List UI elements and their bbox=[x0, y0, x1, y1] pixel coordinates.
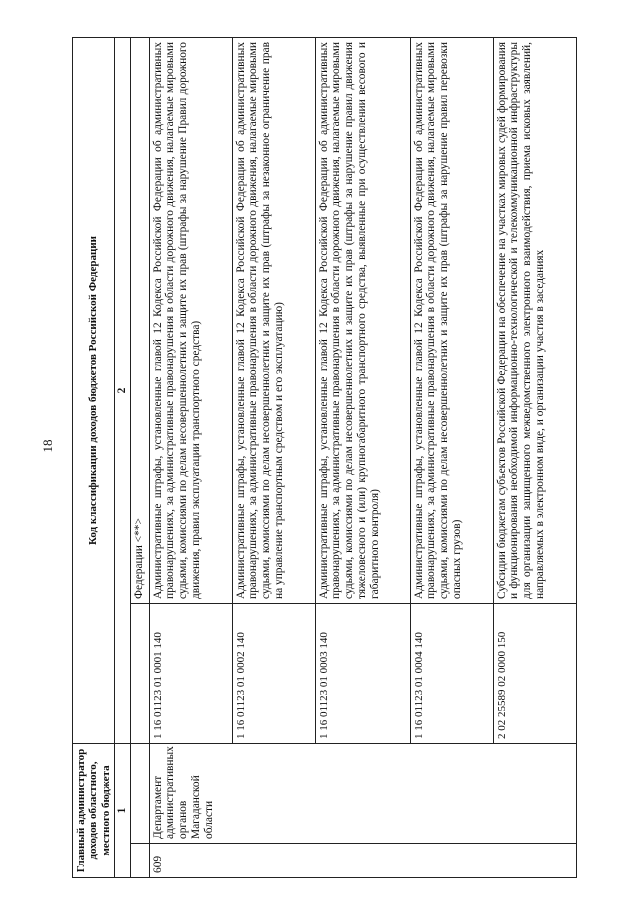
revenue-classification-table bbox=[72, 37, 577, 878]
admin-name-cell: Департамент административных органов Магаданской области bbox=[149, 744, 576, 844]
income-description-cell: Административные штрафы, установленные главой 12 Кодекса Российской Федерации об административных правонарушениях, за административные правонарушения в области дорожного движения, налагаемые мировыми судьями, комиссиями по делам несовершеннолетних и защите их прав (штрафы за нарушение Правил дорожного движения, правил эксплуатации транспортного средства) bbox=[149, 38, 232, 604]
column-number-2: 2 bbox=[114, 38, 130, 744]
income-code-cell: 1 16 01123 01 0002 140 bbox=[232, 604, 315, 744]
income-description-cell: Административные штрафы, установленные главой 12 Кодекса Российской Федерации об административных правонарушениях, за административные правонарушения в области дорожного движения, налагаемые мировыми судьями, комиссиями по делам несовершеннолетних и защите их прав (штрафы за нарушение правил перевозки опасных грузов) bbox=[410, 38, 493, 604]
cell-empty bbox=[130, 744, 149, 844]
rotated-table-sheet bbox=[72, 38, 620, 878]
header-classification-group: Код классификации доходов бюджетов Российской Федерации bbox=[73, 38, 115, 744]
income-description-cell: Административные штрафы, установленные главой 12 Кодекса Российской Федерации об административных правонарушениях, за административные правонарушения в области дорожного движения, налагаемые мировыми судьями, комиссиями по делам несовершеннолетних и защите их прав (штрафы за незаконное ограничение прав на управление транспортным средством и его эксплуатацию) bbox=[232, 38, 315, 604]
header-admin-group: Главный администратор доходов областного, местного бюджета bbox=[73, 744, 115, 878]
continuation-row bbox=[130, 38, 149, 878]
column-number-row bbox=[114, 38, 130, 878]
page-number: 18 bbox=[40, 439, 55, 453]
cell-empty bbox=[130, 844, 149, 878]
income-code-cell: 2 02 25589 02 0000 150 bbox=[493, 604, 576, 744]
cell-empty bbox=[130, 604, 149, 744]
income-description-cell: Субсидии бюджетам субъектов Российской Федерации на обеспечение на участках мировых судей формирования и функционирования необходимой информационно-технологической и телекоммуникационной инфраструктуры для организации защищенного межведомственного электронного взаимодействия, приема исковых заявлений, направляемых в электронном виде, и организации участия в заседаниях bbox=[493, 38, 576, 604]
income-description-cell: Административные штрафы, установленные главой 12 Кодекса Российской Федерации об административных правонарушениях, за административные правонарушения в области дорожного движения, налагаемые мировыми судьями, комиссиями по делам несовершеннолетних и защите их прав (штрафы за нарушение правил движения тяжеловесного и (или) крупногабаритного транспортного средства, выявленные при осуществлении весового и габаритного контроля) bbox=[315, 38, 410, 604]
table-row bbox=[149, 38, 232, 878]
continuation-text: Федерации <**> bbox=[130, 38, 149, 604]
income-code-cell: 1 16 01123 01 0001 140 bbox=[149, 604, 232, 744]
admin-code-cell: 609 bbox=[149, 844, 576, 878]
income-code-cell: 1 16 01123 01 0003 140 bbox=[315, 604, 410, 744]
income-code-cell: 1 16 01123 01 0004 140 bbox=[410, 604, 493, 744]
column-number-1: 1 bbox=[114, 744, 130, 878]
header-row bbox=[73, 38, 115, 878]
